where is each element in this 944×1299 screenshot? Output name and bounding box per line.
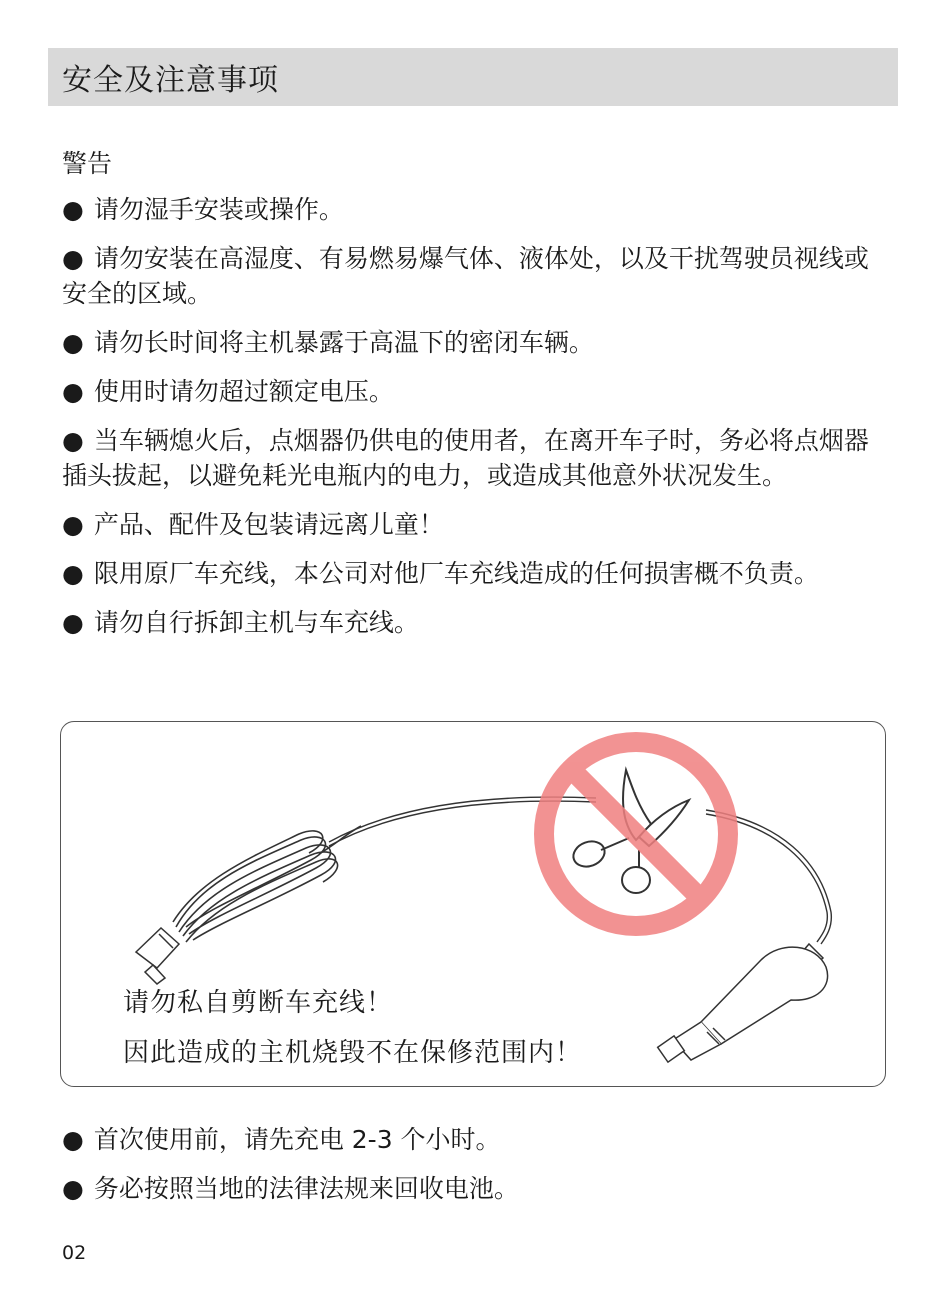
list-item	[62, 241, 882, 311]
list-item	[62, 605, 882, 640]
list-item	[62, 556, 882, 591]
bullet-icon: ●	[62, 195, 84, 224]
bullet-icon: ●	[62, 510, 84, 539]
usage-list	[62, 1122, 882, 1220]
cable-line-icon	[329, 797, 831, 944]
prohibited-icon	[544, 742, 728, 926]
warning-list	[62, 192, 882, 654]
usb-plug-icon	[136, 928, 179, 984]
page-number: 02	[62, 1242, 87, 1264]
list-item	[62, 192, 882, 227]
caption-line-2: 因此造成的主机烧毁不在保修范围内！	[123, 1038, 583, 1068]
item-text: 请勿湿手安装或操作。	[93, 195, 344, 224]
cable-illustration	[60, 721, 886, 1087]
warning-heading: 警告	[62, 149, 113, 178]
bullet-icon: ●	[62, 377, 84, 406]
bullet-icon: ●	[62, 426, 84, 455]
list-item	[62, 374, 882, 409]
item-text: 请勿自行拆卸主机与车充线。	[93, 608, 419, 637]
item-text: 请勿长时间将主机暴露于高温下的密闭车辆。	[93, 328, 594, 357]
bullet-icon: ●	[62, 1125, 84, 1154]
list-item	[62, 1122, 882, 1157]
item-text: 请勿安装在高湿度、有易燃易爆气体、液体处，以及干扰驾驶员视线或安全的区域。	[62, 244, 869, 308]
item-text: 务必按照当地的法律法规来回收电池。	[93, 1174, 519, 1203]
list-item	[62, 1171, 882, 1206]
item-text: 首次使用前，请先充电 2-3 个小时。	[93, 1125, 501, 1154]
bullet-icon: ●	[62, 559, 84, 588]
list-item	[62, 325, 882, 360]
bullet-icon: ●	[62, 608, 84, 637]
section-title-bar	[48, 48, 898, 106]
bullet-icon: ●	[62, 244, 84, 273]
caption-line-1: 请勿私自剪断车充线！	[123, 988, 394, 1018]
item-text: 当车辆熄火后，点烟器仍供电的使用者，在离开车子时，务必将点烟器插头拔起，以避免耗光电瓶内的电力，或造成其他意外状况发生。	[62, 426, 869, 490]
bullet-icon: ●	[62, 328, 84, 357]
page-title: 安全及注意事项	[62, 63, 279, 98]
bullet-icon: ●	[62, 1174, 84, 1203]
item-text: 限用原厂车充线，本公司对他厂车充线造成的任何损害概不负责。	[93, 559, 819, 588]
lighter-plug-icon	[658, 944, 828, 1062]
item-text: 产品、配件及包装请远离儿童！	[93, 510, 444, 539]
item-text: 使用时请勿超过额定电压。	[93, 377, 394, 406]
list-item	[62, 507, 882, 542]
list-item	[62, 423, 882, 493]
